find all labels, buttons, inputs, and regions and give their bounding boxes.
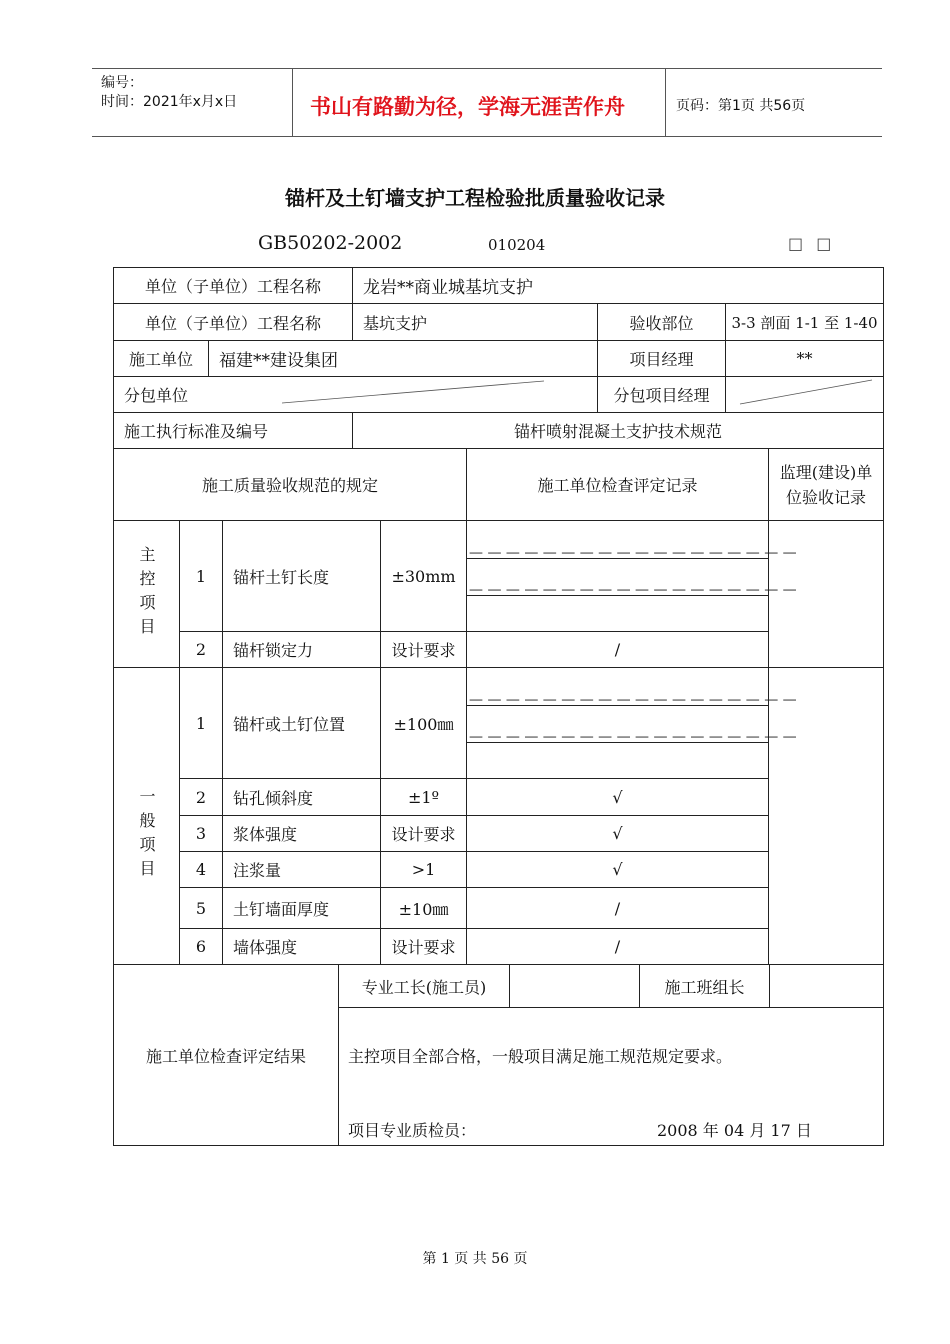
unit-project-label: 单位（子单位）工程名称 (113, 267, 353, 304)
slogan: 书山有路勤为径，学海无涯苦作舟 (310, 95, 625, 119)
foreman-value (509, 964, 640, 1008)
inspect-part-label: 验收部位 (597, 303, 726, 341)
header-top-rule (92, 68, 882, 69)
general-item-req: ±100㎜ (380, 667, 467, 779)
pm-value: ** (725, 340, 884, 377)
checkboxes: □ □ (788, 234, 836, 253)
general-item-no: 5 (179, 887, 223, 929)
general-item-result: √ (466, 851, 769, 888)
main-item-record (466, 520, 797, 632)
header-divider-2 (665, 68, 666, 136)
general-item-no: 4 (179, 851, 223, 888)
general-item-name: 土钉墙面厚度 (222, 887, 381, 929)
main-item-result: / (466, 631, 769, 668)
general-item-req: 设计要求 (380, 928, 467, 965)
col-supervisor-header: 监理(建设)单位验收记录 (768, 448, 884, 521)
header-bottom-rule (92, 136, 882, 137)
main-item-req: 设计要求 (380, 631, 467, 668)
main-supervisor-record (768, 520, 884, 668)
main-item-name: 锚杆锁定力 (222, 631, 381, 668)
page-title: 锚杆及土钉墙支护工程检验批质量验收记录 (285, 186, 665, 210)
standard-label: 施工执行标准及编号 (113, 412, 353, 449)
general-item-req: 设计要求 (380, 815, 467, 852)
main-group-label (113, 520, 180, 668)
sub-pm-label: 分包项目经理 (597, 376, 726, 413)
contractor-value: 福建**建设集团 (208, 340, 598, 377)
team-leader-label: 施工班组长 (639, 964, 770, 1008)
unit-project-value: 龙岩**商业城基坑支护 (352, 267, 884, 304)
general-item-req: ±1º (380, 778, 467, 816)
standard-code: GB50202-2002 (258, 232, 403, 254)
dash-line: — — — — — — — — — — — — — — — — — — (469, 582, 797, 598)
general-item-no: 6 (179, 928, 223, 965)
result-label: 施工单位检查评定结果 (113, 964, 339, 1146)
foreman-label: 专业工长(施工员) (338, 964, 510, 1008)
sub-project-value: 基坑支护 (352, 303, 598, 341)
header-divider-1 (292, 68, 293, 136)
main-group-text: 主控项目 (137, 546, 156, 642)
sub-pm-value (725, 376, 884, 413)
sub-project-label: 单位（子单位）工程名称 (113, 303, 353, 341)
main-item-name: 锚杆土钉长度 (222, 520, 381, 632)
dash-line: — — — — — — — — — — — — — — — — — — (469, 692, 797, 708)
contractor-label: 施工单位 (113, 340, 209, 377)
general-item-result: / (466, 887, 769, 929)
general-item-result: / (466, 928, 769, 965)
general-item-name: 浆体强度 (222, 815, 381, 852)
general-item-name: 墙体强度 (222, 928, 381, 965)
general-group-text: 一般项目 (137, 788, 156, 884)
general-item-req: ±10㎜ (380, 887, 467, 929)
conclusion-box (338, 1007, 884, 1146)
main-item-no: 1 (179, 520, 223, 632)
sign-date: 2008 年 04 月 17 日 (657, 1121, 812, 1140)
general-item-result: √ (466, 815, 769, 852)
page-footer: 第 1 页 共 56 页 (422, 1251, 528, 1267)
pm-label: 项目经理 (597, 340, 726, 377)
col-record-header: 施工单位检查评定记录 (466, 448, 769, 521)
team-leader-value (769, 964, 884, 1008)
general-item-no: 3 (179, 815, 223, 852)
general-item-record (466, 667, 797, 779)
dash-line: — — — — — — — — — — — — — — — — — — (469, 729, 797, 745)
time-label: 时间：2021年x月x日 (101, 94, 238, 110)
general-item-name: 注浆量 (222, 851, 381, 888)
general-item-no: 1 (179, 667, 223, 779)
number-label: 编号： (101, 75, 143, 91)
col-spec-header: 施工质量验收规范的规定 (113, 448, 467, 521)
inspector-label: 项目专业质检员： (348, 1121, 477, 1140)
dash-line: — — — — — — — — — — — — — — — — — — (469, 545, 797, 561)
general-item-name: 钻孔倾斜度 (222, 778, 381, 816)
inspect-part-value: 3-3 剖面 1-1 至 1-40 (725, 303, 884, 341)
general-item-result: √ (466, 778, 769, 816)
main-item-no: 2 (179, 631, 223, 668)
general-item-req: >1 (380, 851, 467, 888)
blank-slash (726, 376, 883, 413)
general-supervisor-record (768, 667, 884, 965)
record-code: 010204 (488, 236, 546, 254)
main-item-req: ±30mm (380, 520, 467, 632)
general-item-no: 2 (179, 778, 223, 816)
page-label: 页码：第1页 共56页 (676, 98, 806, 114)
subcontractor-label-text: 分包单位 (124, 386, 189, 405)
subcontractor-label (113, 376, 598, 413)
general-group-label (113, 667, 180, 965)
standard-value: 锚杆喷射混凝土支护技术规范 (352, 412, 884, 449)
conclusion-text: 主控项目全部合格，一般项目满足施工规范规定要求。 (348, 1047, 733, 1066)
general-item-name: 锚杆或土钉位置 (222, 667, 381, 779)
blank-slash (282, 377, 552, 414)
